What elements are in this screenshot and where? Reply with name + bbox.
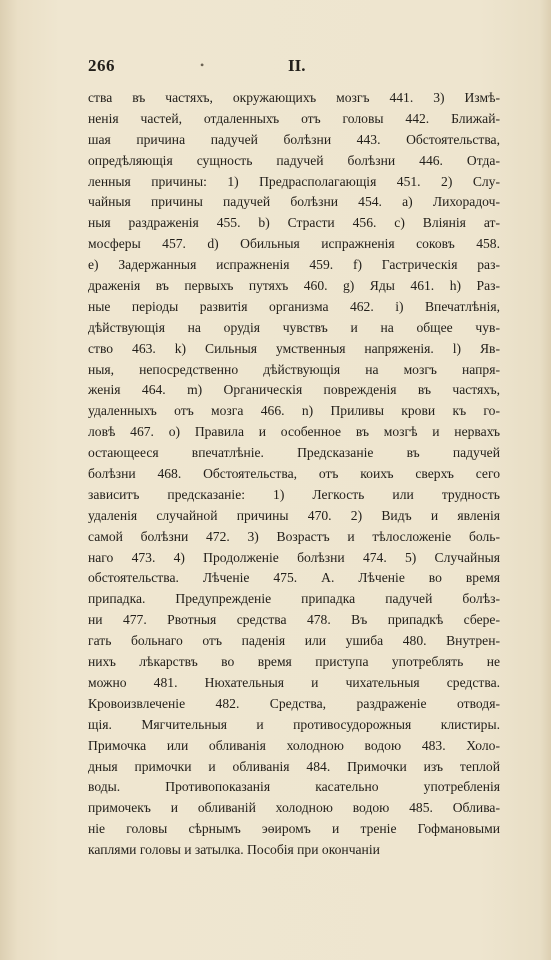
text-line: ные періоды развитія организма 462. i) Впечатлѣнія, [88, 298, 500, 314]
page-header [88, 56, 509, 80]
text-line: ныя, непосредственно дѣйствующія на мозгъ напря- [88, 361, 500, 377]
text-line: шая причина падучей болѣзни 443. Обстоятельства, [88, 131, 500, 147]
text-line: ства въ частяхъ, окружающихъ мозгъ 441. 3) Измѣ- [88, 90, 500, 105]
text-line: щія. Мягчительныя и противосудорожныя клистиры. [88, 716, 500, 732]
text-line: опредѣляющія сущность падучей болѣзни 446. Отда- [88, 152, 500, 168]
text-line: зависитъ предсказаніе: 1) Легкость или трудность [88, 486, 500, 502]
section-number: II. [288, 56, 306, 75]
text-line: чайныя причины падучей болѣзни 454. а) Лихорадоч- [88, 194, 500, 210]
text-line: остающееся впечатлѣніе. Предсказаніе въ падучей [88, 445, 500, 461]
text-line: самой болѣзни 472. 3) Возрастъ и тѣлосложеніе боль- [88, 528, 500, 544]
text-line: e) Задержанныя испражненія 459. f) Гастрическія раз- [88, 257, 500, 273]
page-number: 266 [88, 56, 115, 75]
text-line: ніе головы сѣрнымъ эѳиромъ и треніе Гофмановыми [88, 821, 500, 837]
text-line: ловѣ 467. o) Правила и особенное въ мозгѣ и нервахъ [88, 424, 500, 440]
text-line: наго 473. 4) Продолженіе болѣзни 474. 5) Случайныя [88, 549, 500, 565]
text-line: ныя раздраженія 455. b) Страсти 456. c) Вліянія ат- [88, 215, 500, 231]
text-line: примочекъ и обливаній холодною водою 485. Облива- [88, 800, 500, 816]
text-line: ни 477. Рвотныя средства 478. Въ припадкѣ сбере- [88, 612, 500, 628]
text-line: обстоятельства. Лѣченіе 475. А. Лѣченіе во время [88, 570, 500, 586]
text-line: женія 464. m) Органическія поврежденія въ частяхъ, [88, 382, 500, 398]
text-line: Примочка или обливанія холодною водою 483. Холо- [88, 737, 500, 753]
body-text [88, 88, 500, 861]
text-line: каплями головы и затылка. Пособія при окончаніи [88, 842, 380, 858]
text-line: гать больнаго отъ паденія или ушиба 480. Внутрен- [88, 633, 500, 649]
text-line: воды. Противопоказанія касательно употребленія [88, 779, 500, 795]
text-line: Кровоизвлеченіе 482. Средства, раздраженіе отводя- [88, 695, 500, 711]
text-line: удаленія случайной причины 470. 2) Видъ и явленія [88, 507, 500, 523]
header-ornament: • [200, 58, 205, 72]
text-line: мосферы 457. d) Обильныя испражненія соковъ 458. [88, 236, 500, 252]
text-line: болѣзни 468. Обстоятельства, отъ коихъ сверхъ сего [88, 466, 500, 482]
text-line: нихъ лѣкарствъ во время приступа употреблять не [88, 654, 500, 670]
text-line: ненія частей, отдаленныхъ отъ головы 442. Ближай- [88, 110, 500, 126]
text-line: дныя примочки и обливанія 484. Примочки изъ теплой [88, 758, 500, 774]
text-line: припадка. Предупрежденіе припадка падучей болѣз- [88, 591, 500, 607]
text-line: дѣйствующія на орудія чувствъ и на общее чув- [88, 319, 500, 335]
text-line: драженія въ первыхъ путяхъ 460. g) Яды 461. h) Раз- [88, 278, 500, 294]
text-line: можно 481. Нюхательныя и чихательныя средства. [88, 674, 500, 690]
text-line: удаленныхъ отъ мозга 466. n) Приливы крови къ го- [88, 403, 500, 419]
text-line: ленныя причины: 1) Предрасполагающія 451. 2) Слу- [88, 173, 500, 189]
text-line: ство 463. k) Сильныя умственныя напряженія. l) Яв- [88, 340, 500, 356]
